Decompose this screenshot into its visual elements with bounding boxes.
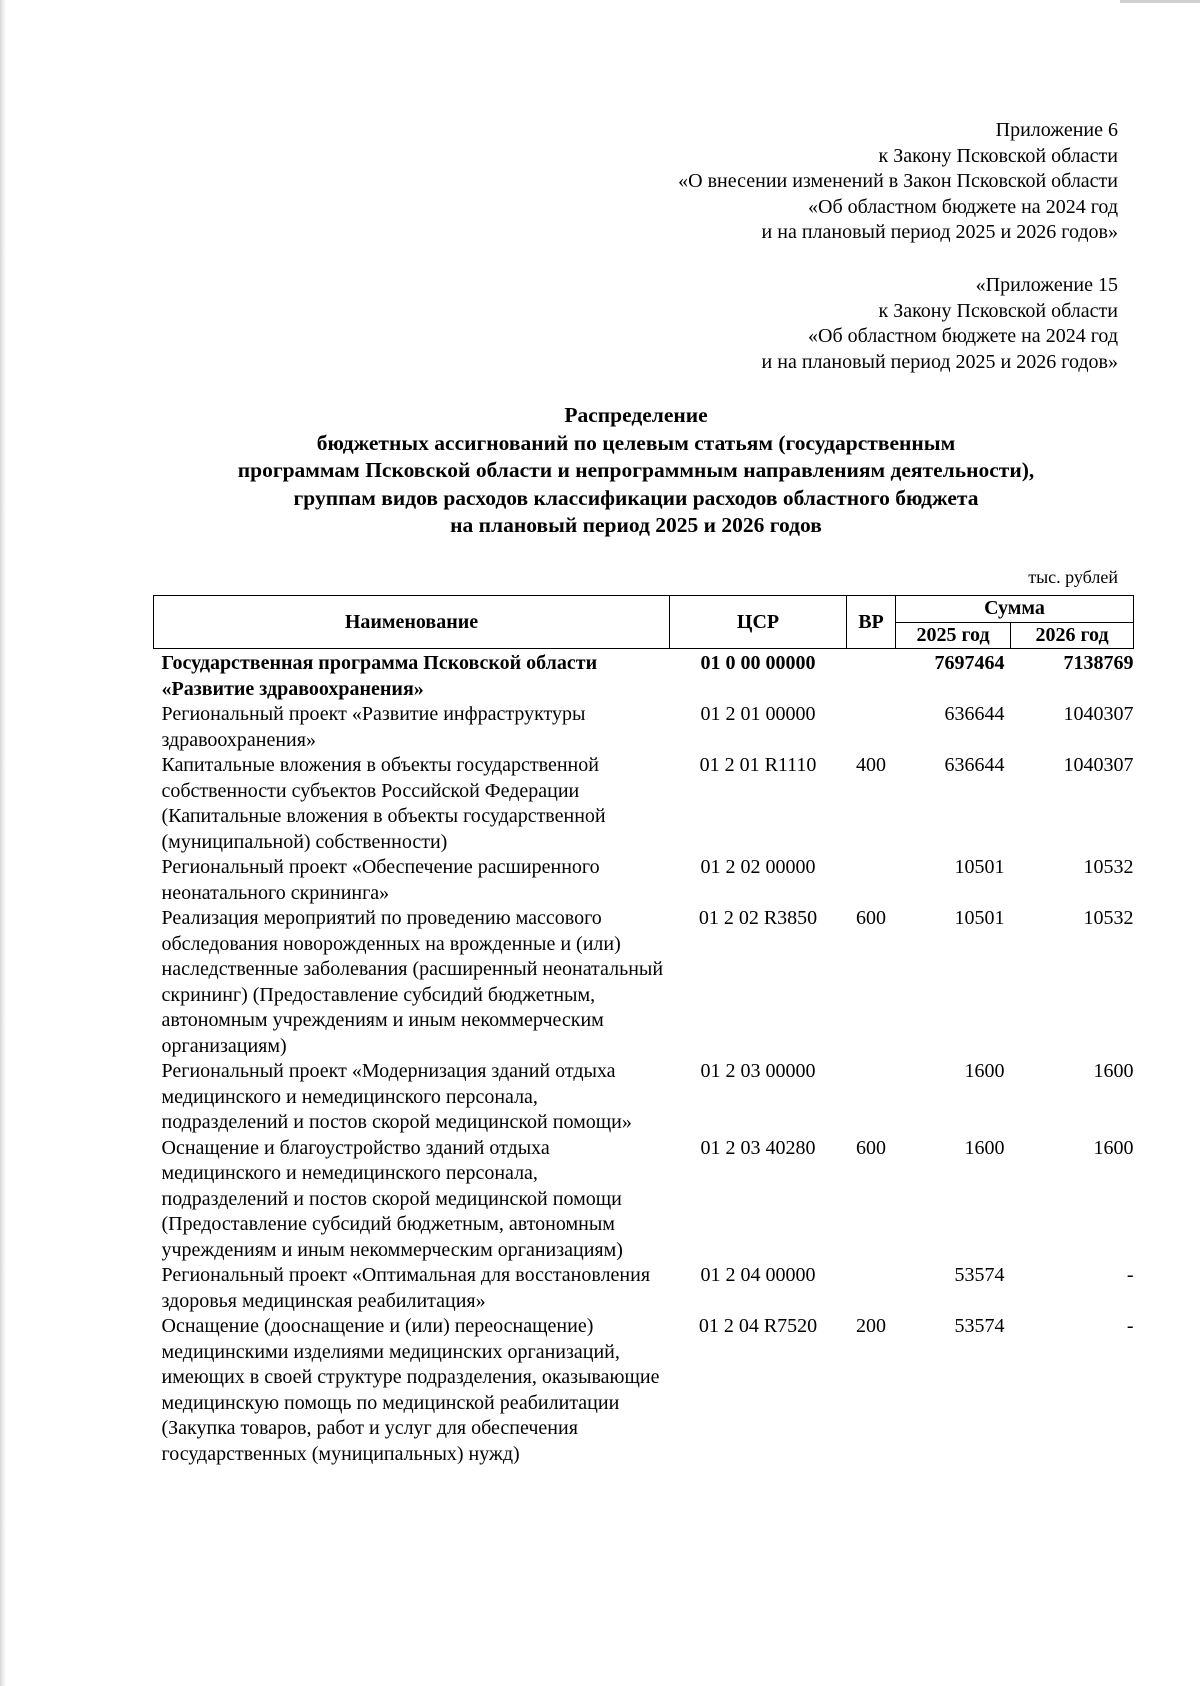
row-sum-2025: 53574	[954, 1264, 1005, 1286]
header-year-2025: 2025 год	[896, 622, 1011, 649]
row-sum-2026: 10532	[1083, 907, 1134, 929]
row-vr	[847, 702, 896, 753]
row-vr: 400	[856, 754, 886, 776]
appendix-15-line: к Закону Псковской области	[878, 299, 1118, 322]
row-name: Капитальные вложения в объекты государственной собственности субъектов Российской Федерации (Капитальные вложения в объекты государственной (муниципальной) собственности)	[161, 754, 606, 853]
appendix-6-line: и на плановый период 2025 и 2026 годов»	[761, 221, 1118, 243]
appendix-6-line: «Об областном бюджете на 2024 год	[808, 195, 1118, 218]
row-name: Оснащение и благоустройство зданий отдыха медицинского и немедицинского персонала, подразделений и постов скорой медицинской помощи (Предоставление субсидий бюджетным, автономным учреждениям и иным некоммерческим организациям)	[161, 1136, 623, 1261]
row-sum-2025: 1600	[964, 1136, 1005, 1159]
row-csr: 01 2 01 00000	[700, 703, 816, 725]
table-row	[154, 1263, 1134, 1314]
row-sum-2026: 7138769	[1063, 652, 1134, 674]
appendix-6-line: «О внесении изменений в Закон Псковской области	[678, 170, 1118, 192]
row-name: Реализация мероприятий по проведению массового обследования новорожденных на врожденные и (или) наследственные заболевания (расширенный неонатальный скрининг) (Предоставление субсидий бюджетным, автономным учреждениям и иным некоммерческим организациям)	[161, 907, 664, 1057]
row-name: Региональный проект «Оптимальная для восстановления здоровья медицинская реабилитация»	[161, 1264, 651, 1312]
row-vr: 200	[856, 1315, 886, 1337]
row-sum-2026: 1600	[1093, 1060, 1134, 1082]
table-row	[154, 1136, 1134, 1264]
title-line: программам Псковской области и непрограммным направлениям деятельности),	[237, 458, 1035, 482]
row-csr: 01 2 03 40280	[700, 1136, 816, 1159]
title-line: Распределение	[564, 403, 708, 427]
row-sum-2025: 10501	[954, 907, 1005, 929]
row-csr: 01 2 02 R3850	[698, 907, 818, 929]
table-row	[154, 1314, 1134, 1467]
row-sum-2025: 1600	[964, 1060, 1005, 1082]
row-sum-2026: -	[1126, 1315, 1134, 1337]
row-name: Оснащение (дооснащение и (или) переоснащение) медицинскими изделиями медицинских организаций, имеющих в своей структуре подразделения, оказывающие медицинскую помощь по медицинской реабилитации (Закупка товаров, работ и услуг для обеспечения государственных (муниципальных) нужд)	[161, 1315, 660, 1465]
scan-edge	[0, 0, 6, 1686]
title-line: на плановый период 2025 и 2026 годов	[450, 513, 822, 537]
table-row	[154, 1059, 1134, 1136]
table-header	[154, 596, 1134, 649]
row-sum-2025: 53574	[954, 1315, 1005, 1337]
row-vr	[847, 1059, 896, 1136]
table-row	[154, 753, 1134, 855]
row-csr: 01 2 04 R7520	[698, 1315, 818, 1337]
row-csr: 01 0 00 00000	[700, 652, 816, 674]
row-vr	[847, 1263, 896, 1314]
header-sum: Сумма	[896, 596, 1134, 623]
appendix-15-line: и на плановый период 2025 и 2026 годов»	[761, 350, 1118, 373]
appendix-6-line: к Закону Псковской области	[878, 144, 1118, 167]
table-row	[154, 649, 1134, 703]
row-sum-2026: -	[1126, 1264, 1134, 1286]
budget-table	[153, 595, 1134, 1467]
row-csr: 01 2 02 00000	[700, 856, 816, 878]
row-sum-2025: 636644	[944, 754, 1005, 776]
header-vr: ВР	[847, 596, 896, 649]
document-title	[150, 402, 1122, 540]
appendix-15-line: «Приложение 15	[975, 274, 1118, 296]
appendix-15-header	[762, 273, 1118, 375]
row-name: Региональный проект «Развитие инфраструктуры здравоохранения»	[161, 703, 586, 751]
table-row	[154, 702, 1134, 753]
row-sum-2026: 1040307	[1063, 703, 1134, 725]
table-row	[154, 855, 1134, 906]
appendix-6-header	[678, 118, 1118, 246]
row-csr: 01 2 03 00000	[700, 1060, 816, 1082]
row-sum-2026: 1040307	[1063, 754, 1134, 776]
row-csr: 01 2 04 00000	[700, 1264, 816, 1286]
row-sum-2026: 1600	[1093, 1136, 1134, 1159]
row-sum-2025: 636644	[944, 703, 1005, 725]
appendix-6-line: Приложение 6	[995, 119, 1118, 141]
row-vr	[847, 649, 896, 703]
header-csr: ЦСР	[670, 596, 847, 649]
row-vr	[847, 855, 896, 906]
row-sum-2026: 10532	[1083, 856, 1134, 878]
row-sum-2025: 7697464	[934, 652, 1005, 674]
appendix-15-line: «Об областном бюджете на 2024 год	[808, 325, 1118, 347]
row-name: Региональный проект «Модернизация зданий отдыха медицинского и немедицинского персонала, подразделений и постов скорой медицинской помощи»	[161, 1060, 632, 1133]
title-line: группам видов расходов классификации расходов областного бюджета	[293, 485, 979, 510]
row-sum-2025: 10501	[954, 856, 1005, 878]
row-vr: 600	[856, 1136, 886, 1159]
row-name: Государственная программа Псковской области «Развитие здравоохранения»	[161, 652, 598, 700]
scan-edge-top	[1120, 0, 1200, 3]
units-label: тыс. рублей	[1028, 567, 1118, 587]
title-line: бюджетных ассигнований по целевым статьям (государственным	[316, 430, 956, 455]
row-vr: 600	[856, 907, 886, 929]
row-name: Региональный проект «Обеспечение расширенного неонатального скрининга»	[161, 856, 600, 904]
table-row	[154, 906, 1134, 1059]
table-body	[154, 649, 1134, 1468]
header-year-2026: 2026 год	[1011, 622, 1134, 649]
header-name: Наименование	[154, 596, 670, 649]
row-csr: 01 2 01 R1110	[699, 754, 817, 776]
